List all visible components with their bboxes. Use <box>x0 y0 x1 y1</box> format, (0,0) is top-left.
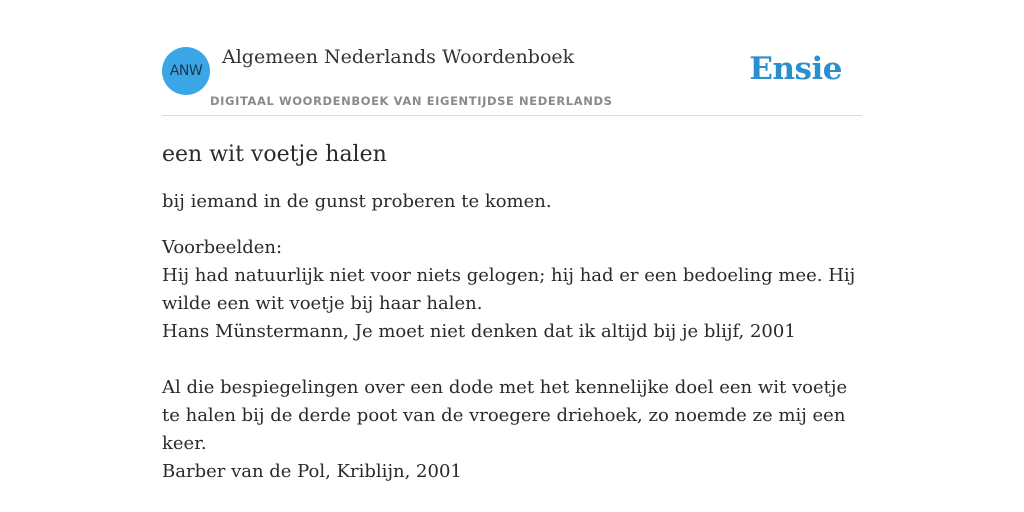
example-source: Barber van de Pol, Kriblijn, 2001 <box>162 461 462 482</box>
examples-label: Voorbeelden: <box>162 237 283 258</box>
site-subtitle: DIGITAAL WOORDENBOEK VAN EIGENTIJDSE NEDERLANDS <box>210 94 613 108</box>
example-source: Hans Münstermann, Je moet niet denken dat ik altijd bij je blijf, 2001 <box>162 321 796 342</box>
example-text: Al die bespiegelingen over een dode met het kennelijke doel een wit voetje te halen bij de derde poot van de vroegere driehoek, zo noemde ze mij een keer. <box>162 377 848 454</box>
example-text: Hij had natuurlijk niet voor niets gelogen; hij had er een bedoeling mee. Hij wilde een wit voetje bij haar halen. <box>162 265 856 314</box>
entry-definition: bij iemand in de gunst proberen te komen. <box>162 191 552 212</box>
ensie-logo[interactable]: Ensie <box>749 51 842 87</box>
example-item <box>162 262 862 346</box>
header <box>162 36 862 116</box>
examples-section <box>162 234 862 486</box>
anw-logo[interactable]: ANW <box>162 47 210 95</box>
dictionary-card <box>162 36 862 512</box>
site-title[interactable]: Algemeen Nederlands Woordenboek <box>222 46 575 68</box>
example-item <box>162 374 862 486</box>
entry-term: een wit voetje halen <box>162 142 387 167</box>
